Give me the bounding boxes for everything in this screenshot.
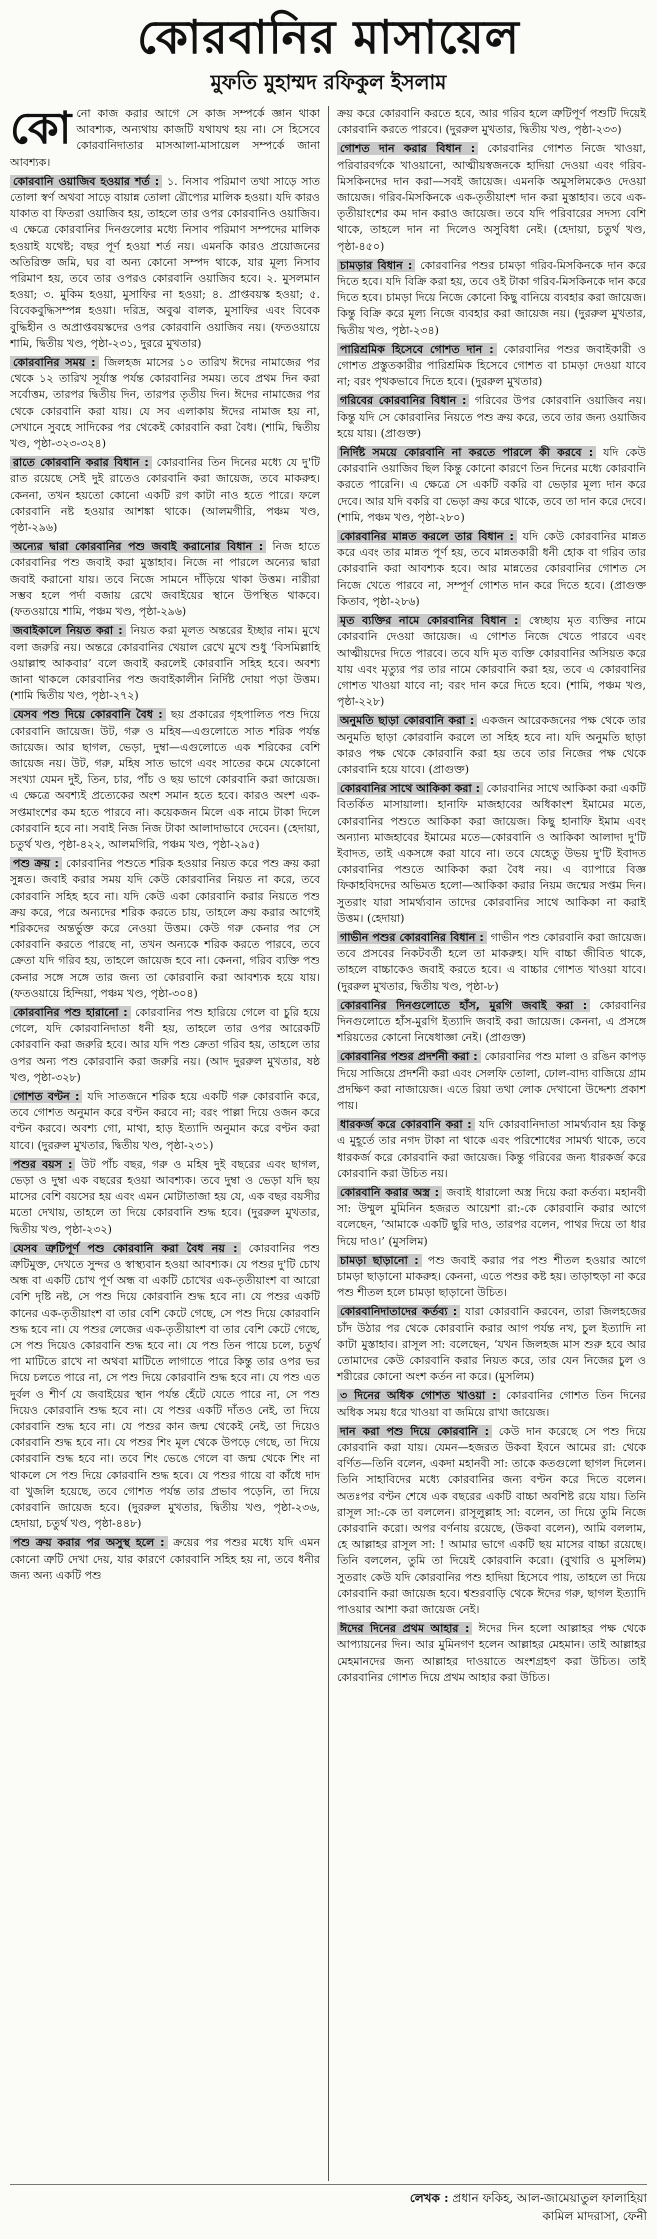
section-text: জিলহজ মাসের ১০ তারিখ ঈদের নামাজের পর থেকে ১২ তারিখ সূর্যাস্ত পর্যন্ত কোরবানির সময়। তবে প্রথম দিন করা সর্বোত্তম, তারপর দ্বিতীয় দিন, তারপর তৃতীয় দিন। ঈদের নামাজের পর থেকে কোরবানি করা যায়। যে সব এলাকায় ঈদের নামাজ হয় না, সেখানে সুবহে সাদিকের পর থেকেই কোরবানি করা বৈধ। (শামি, দ্বিতীয় খণ্ড, পৃষ্ঠা-৩২৩-৩২৪) xyxy=(10,356,321,451)
section-heading: মৃত ব্যক্তির নামে কোরবানির বিধান : xyxy=(337,614,521,627)
section-text: উট পাঁচ বছর, গরু ও মহিষ দুই বছরের এবং ছাগল, ভেড়া ও দুম্বা এক বছরের হওয়া আবশ্যক। তবে দুম্বা ও ভেড়া যদি ছয় মাসের বেশি বয়সের হয় এবং এমন মোটাতাজা হয় যে, এক বছর বয়সীর মতো দেখায়, তাহলে তা দিয়ে কোরবানি শুদ্ধ হবে। (দুররুল মুখতার, দ্বিতীয় খণ্ড, পৃষ্ঠা-২৩২) xyxy=(10,1157,320,1236)
section-text: কোরবানির পশুতে শরিক হওয়ার নিয়ত করে পশু ক্রয় করা সুন্নত। জবাই করার সময় যদি কেউ কোরবানির নিয়ত না করে, তবে কোরবানি সহিহ হবে না। যদি কেউ একা কোরবানি করার নিয়তে পশু ক্রয় করে, পরে অন্যদের শরিক করতে চায়, তাহলে ক্রয় করার আগেই শরিকদের অন্তর্ভুক্ত করে নেওয়া উত্তম। কেউ গরু কেনার পর সে কোরবানি করতে পারছে না, তখন অন্যকে শরিক করতে পারবে, তবে ক্রেতা যদি গরিব হয়, তাহলে জায়েজ হবে না। কেননা, গরিব ব্যক্তি পশু কেনার সঙ্গে সঙ্গে তার জন্য তা কোরবানি করা আবশ্যক হয়ে যায়। (ফতওয়ায়ে হিন্দিয়া, পঞ্চম খণ্ড, পৃষ্ঠা-৩০৪) xyxy=(10,857,320,1000)
drop-cap: কো xyxy=(10,106,72,154)
section-paragraph xyxy=(10,174,320,352)
right-column xyxy=(328,106,646,2181)
section-paragraph xyxy=(337,1117,646,1182)
author-note xyxy=(10,2184,647,2225)
section-paragraph xyxy=(337,141,646,254)
section-text: কোরবানির দিনগুলোতে হাঁস-মুরগি ইত্যাদি জবাই করা জায়েজ। কেননা, এ প্রসঙ্গে শরিয়তের কোনো নিষেধাজ্ঞা নেই। (প্রাগুক্ত) xyxy=(337,998,646,1045)
section-paragraph xyxy=(10,1157,320,1238)
author-byline: মুফতি মুহাম্মদ রফিকুল ইসলাম xyxy=(210,70,447,94)
section-text: নিজ হাতে কোরবানির পশু জবাই করা মুস্তাহাব। নিজে না পারলে অন্যের দ্বারা জবাই করানো যায়। তবে নিজে সামনে দাঁড়িয়ে থাকা উত্তম। নারীরা সম্ভব হলে পর্দা বজায় রেখে জবাইয়ের স্থানে উপস্থিত থাকবে। (ফতওয়ায়ে শামি, পঞ্চম খণ্ড, পৃষ্ঠা-২৯৬) xyxy=(10,540,320,619)
section-heading: গোশত বণ্টন : xyxy=(10,1090,82,1103)
section-text: ঈদের দিন হলো আল্লাহর পক্ষ থেকে আপ্যায়নের দিন। আর মুমিনগণ হলেন আল্লাহর মেহমান। তাই আল্লাহর মেহমানদের জন্য আল্লাহর দাওয়াতে অংশগ্রহণ করা উচিত। তাই কোরবানির গোশত দিয়ে প্রথম আহার করা উচিত। xyxy=(337,1622,646,1684)
section-heading: কোরবানির পশু হারানো : xyxy=(10,1006,131,1019)
section-text: যদি কোরবানিদাতা সামর্থ্যবান হয় কিন্তু এ মুহূর্তে তার নগদ টাকা না থাকে এবং পরিশোধের সামর্থ্য থাকে, তবে ধারকর্জ করে কোরবানি করা জায়েজ। কিন্তু গরিবের জন্য ধারকর্জ করে কোরবানি করা উচিত নয়। xyxy=(337,1118,646,1180)
section-text: কোরবানির পশুর চামড়া গরিব-মিসকিনকে দান করে দিতে হবে। যদি বিক্রি করা হয়, তবে ওই টাকা গরিব-মিসকিনকে দান করে দিতে হবে। চামড়া দিয়ে নিজে কোনো কিছু বানিয়ে ব্যবহার করা জায়েজ। কিন্তু বিক্রি করে মূল্য নিজে ব্যবহার করা জায়েজ নয়। (দুররুল মুখতার, দ্বিতীয় খণ্ড, পৃষ্ঠা-২৩৪) xyxy=(337,258,646,337)
section-text: ১. নিসাব পরিমাণ তথা সাড়ে সাত তোলা স্বর্ণ অথবা সাড়ে বায়ান্ন তোলা রৌপ্যের মালিক হওয়া। যদি কারও যাকাত বা ফিতরা ওয়াজিব হয়, তাহলে তার ওপর কোরবানিও ওয়াজিব। এ ক্ষেত্রে কোরবানির দিনগুলোর মধ্যে নিসাব পরিমাণ সম্পদের মালিক হওয়াই যথেষ্ট; বছর পূর্ণ হওয়া শর্ত নয়। এমনকি কারও প্রয়োজনের অতিরিক্ত জমি, ঘর বা অন্য কোনো সম্পদ থাকে, যার মূল্য নিসাব পরিমাণ হয়, তবে তার ওপরও কোরবানি ওয়াজিব হবে। ২. মুসলমান হওয়া; ৩. মুকিম হওয়া, মুসাফির না হওয়া; ৪. প্রাপ্তবয়স্ক হওয়া; ৫. বিবেকবুদ্ধিসম্পন্ন হওয়া। দরিদ্র, অবুঝ বালক, মুসাফির এবং বিবেক বুদ্ধিহীন ও অপ্রাপ্তবয়স্কদের ওপর কোরবানি ওয়াজিব নয়। (ফতওয়ায়ে শামি, দ্বিতীয় খণ্ড, পৃষ্ঠা-২৩১, দুররে মুখতার) xyxy=(10,174,321,350)
section-heading: গোশত দান করার বিধান : xyxy=(337,142,478,155)
section-paragraph xyxy=(10,623,320,704)
section-paragraph xyxy=(337,445,646,526)
article-columns xyxy=(10,106,647,2181)
section-heading: দান করা পশু দিয়ে কোরবানি : xyxy=(337,1425,492,1438)
section-heading: কোরবানির দিনগুলোতে হাঁস, মুরগি জবাই করা : xyxy=(337,999,590,1012)
section-heading: কোরবানি করার অস্ত্র : xyxy=(337,1186,442,1199)
author-note-designation: প্রধান ফকিহ, আল-জামেয়াতুল ফালাহিয়া xyxy=(452,2191,647,2205)
section-text: ছয় প্রকারের গৃহপালিত পশু দিয়ে কোরবানি জায়েজ। উট, গরু ও মহিষ—এগুলোতে সাত শরিক পর্যন্ত জায়েজ। আর ছাগল, ভেড়া, দুম্বা—এগুলোতে এক শরিকের বেশি জায়েজ নয়। উট, গরু, মহিষ সাত ভাগে এবং সাতের কমে যেকোনো সংখ্যা যেমন দুই, তিন, চার, পাঁচ ও ছয় ভাগে কোরবানি করা জায়েজ। এ ক্ষেত্রে অবশ্যই প্রত্যেকের অংশ সমান হতে হবে। কারও অংশ এক-সপ্তমাংশের কম হতে পারবে না। কয়েকজন মিলে এক নামে টাকা দিলে কোরবানি হবে না। সবাই নিজ নিজ টাকা আলাদাভাবে দেবেন। (হেদায়া, চতুর্থ খণ্ড, পৃষ্ঠা-৪২২, আলমগিরি, পঞ্চম খণ্ড, পৃষ্ঠা-২৯৫) xyxy=(10,708,320,851)
section-paragraph xyxy=(337,1253,646,1302)
section-heading: কোরবানিদাতাদের কর্তব্য : xyxy=(337,1305,460,1318)
section-heading: কোরবানি ওয়াজিব হওয়ার শর্ত : xyxy=(10,175,162,188)
section-heading: কোরবানির সাথে আকিকা করা : xyxy=(337,782,483,795)
section-text: কোরবানির তিন দিনের মধ্যে যে দু'টি রাত রয়েছে সেই দুই রাতেও কোরবানি করা জায়েজ, তবে মাকরুহ। কেননা, তখন হয়তো কোনো একটি রগ কাটা নাও হতে পারে। ফলে কোরবানি নষ্ট হওয়ার আশঙ্কা থাকে। (আলমগীরি, পঞ্চম খণ্ড, পৃষ্ঠা-২৯৬) xyxy=(10,456,320,535)
section-heading: কোরবানির মান্নত করলে তার বিধান : xyxy=(337,530,517,543)
section-heading: অন্যের দ্বারা কোরবানির পশু জবাই করানোর বিধান : xyxy=(10,540,266,553)
section-text: স্বেচ্ছায় মৃত ব্যক্তির নামে কোরবানি দেওয়া জায়েজ। এ গোশত নিজে খেতে পারবে এবং আত্মীয়দের দিতে পারবে। তবে যদি মৃত ব্যক্তি কোরবানির অসিয়ত করে যায় এবং মৃত্যুর পর তার নামে কোরবানি করা হয়, তবে এ কোরবানির গোশত খাওয়া যাবে না; বরং দান করে দিতে হবে। (শামি, পঞ্চম খণ্ড, পৃষ্ঠা-২২৮) xyxy=(337,614,646,709)
section-paragraph xyxy=(337,713,646,778)
section-text: গাভীন পশু কোরবানি করা জায়েজ। তবে প্রসবের নিকটবর্তী হলে তা মাকরুহ। যদি বাচ্চা জীবিত থাকে, তাহলে বাচ্চাকেও জবাই করতে হবে। এ বাচ্চার গোশত খাওয়া যাবে। (দুররুল মুখতার, দ্বিতীয় খণ্ড, পৃষ্ঠা-৮) xyxy=(337,930,646,993)
section-heading: গরিবের কোরবানির বিধান : xyxy=(337,394,469,407)
section-paragraph xyxy=(337,1185,646,1250)
section-heading: নির্দিষ্ট সময়ে কোরবানি না করতে পারলে কী করবে : xyxy=(337,446,596,459)
section-paragraph xyxy=(337,930,646,995)
section-heading: ঈদের দিনের প্রথম আহার : xyxy=(337,1622,472,1635)
section-paragraph xyxy=(337,342,646,391)
section-heading: যেসব পশু দিয়ে কোরবানি বৈধ : xyxy=(10,708,166,721)
section-paragraph xyxy=(337,106,646,138)
section-heading: পারিশ্রমিক হিসেবে গোশত দান : xyxy=(337,343,497,356)
section-text: জবাই ধারালো অস্ত্র দিয়ে করা কর্তব্য। মহানবী সা: উম্মুল মুমিনিন হজরত আয়েশা রা:-কে কোরবানি করার আগে বলেছেন, ‘আমাকে একটি ছুরি দাও, তারপর বলেন, পাথর দিয়ে তা ধার দিয়ে দাও।’ (মুসলিম) xyxy=(337,1186,646,1248)
section-text: কোরবানির পশু মালা ও রঙিন কাপড় দিয়ে সাজিয়ে প্রদর্শনী করা এবং সেলফি তোলা, ঢোল-বাদ্য বাজিয়ে গ্রাম প্রদক্ষিণ করা নাজায়েজ। এতে রিয়া তথা লোক দেখানো উদ্দেশ্য প্রকাশ পায়। xyxy=(337,1050,646,1112)
section-text: কেউ দান করেছে সে পশু দিয়ে কোরবানি করা যায়। যেমন—হজরত উকবা ইবনে আমের রা: থেকে বর্ণিত—তিনি বলেন, একদা মহানবী সা: তাকে কতগুলো ছাগল দিলেন। তিনি সাহাবিদের মধ্যে কোরবানির জন্য বণ্টন করে দিতে বলেন। অতঃপর বণ্টন শেষে এক বছরের একটি বাচ্চা অবশিষ্ট রয়ে যায়। তিনি রাসূল সা:-কে তা বললেন। রাসূলুল্লাহ সা: বলেন, তা দিয়ে তুমি নিজে কোরবানি করো। অপর বর্ণনায় রয়েছে, (উকবা বলেন), আমি বললাম, হে আল্লাহর রাসূল সা: ! আমার ভাগে একটি ছয় মাসের বাচ্চা রয়েছে। তিনি বললেন, তুমি তা দিয়েই কোরবানি করো। (বুখারি ও মুসলিম) সুতরাং কেউ যদি কোরবানির পশু হাদিয়া হিসেবে পায়, তাহলে তা দিয়ে কোরবানি করা জায়েজ হবে। শ্বশুরবাড়ি থেকে ঈদের গরু, ছাগল ইত্যাদি পাওয়ার আশা করা জায়েজ নেই। xyxy=(337,1424,646,1617)
section-paragraph xyxy=(337,258,646,339)
byline-wrap xyxy=(10,68,647,96)
section-heading: যেসব ত্রুটিপূর্ণ পশু কোরবানি করা বৈধ নয় : xyxy=(10,1242,241,1255)
section-text: কোরবানির পশু হারিয়ে গেলে বা চুরি হয়ে গেলে, যদি কোরবানিদাতা ধনী হয়, তাহলে তার ওপর আরেকটি কোরবানি করা জরুরি হবে। আর যদি পশু ক্রেতা গরিব হয়, তাহলে তার ওপর অন্য পশু কোরবানি করা জরুরি নয়। (আদ দুররুল মুখতার, ষষ্ঠ খণ্ড, পৃষ্ঠা-৩২৮) xyxy=(10,1005,321,1084)
section-paragraph xyxy=(337,1304,646,1385)
section-paragraph xyxy=(10,1535,320,1584)
section-paragraph xyxy=(10,856,320,1002)
section-text: কোরবানির গোশত তিন দিনের অধিক সময় ধরে খাওয়া বা জমিয়ে রাখা জায়েজ। xyxy=(337,1389,646,1419)
section-paragraph xyxy=(337,1424,646,1618)
section-paragraph xyxy=(337,1621,646,1686)
section-paragraph xyxy=(10,1005,320,1086)
section-text: যদি কেউ কোরবানির মান্নত করে এবং তার মান্নত পূর্ণ হয়, তবে মান্নতকারী ধনী হোক বা গরিব তার কোরবানি করা আবশ্যক হবে। আর মান্নতের কোরবানির গোশত সে নিজে খেতে পারবে না, সম্পূর্ণ গোশত দান করে দিতে হবে। (প্রাগুক্ত কিতাব, পৃষ্ঠা-২৮৬) xyxy=(337,530,646,608)
section-heading: গাভীন পশুর কোরবানির বিধান : xyxy=(337,931,487,944)
section-paragraph xyxy=(10,455,320,536)
intro-paragraph xyxy=(10,106,320,171)
section-text: কোরবানির সাথে আকিকা করা একটি বিতর্কিত মাসায়ালা। হানাফি মাজহাবের অধিকাংশ ইমামের মতে, কোরবানির পশুতে আকিকা করা জায়েজ। কিছু হানাফি ইমাম এবং অন্যান্য মাজহাবের ইমামের মতে—কোরবানি ও আকিকা আলাদা দু'টি ইবাদত, তাই একসঙ্গে করা যাবে না। তবে যেহেতু উভয় দু'টি ইবাদত কোরবানির পশুতে আকিকা করা বৈধ নয়। এ ব্যাপারে বিজ্ঞ ফিকাহবিদদের অভিমত হলো—আকিকা করার নিয়ম জন্মের সপ্তম দিন। সুতরাং যারা সামর্থ্যবান তাদের কোরবানির সাথে আকিকা না করাই উত্তম। (হেদায়া) xyxy=(337,782,646,925)
section-heading: কোরবানির পশুর প্রদর্শনী করা : xyxy=(337,1050,481,1063)
section-heading: কোরবানির সময় : xyxy=(10,356,99,369)
section-text: নিয়ত করা মূলত অন্তরের ইচ্ছার নাম। মুখে বলা জরুরি নয়। অন্তরে কোরবানির খেয়াল রেখে মুখে শুধু ‘বিসমিল্লাহি ওয়াল্লাহু আকবার’ বলে জবাই করলেই কোরবানি সহিহ হবে। অবশ্য জানা থাকলে কোরবানির পশু জবাইকালীন নির্দিষ্ট দোয়া পড়া উত্তম। (শামি দ্বিতীয় খণ্ড, পৃষ্ঠা-২৭২) xyxy=(10,624,320,703)
section-paragraph xyxy=(337,781,646,927)
section-heading: অনুমতি ছাড়া কোরবানি করা : xyxy=(337,714,477,727)
section-text: গরিবের উপর কোরবানি ওয়াজিব নয়। কিন্তু যদি সে কোরবানির নিয়তে পশু ক্রয় করে, তবে তার জন্য ওয়াজিব হয়ে যায়। (প্রাগুক্ত) xyxy=(337,394,646,440)
section-text: কোরবানির গোশত নিজে খাওয়া, পরিবারবর্গকে খাওয়ানো, আত্মীয়স্বজনকে হাদিয়া দেওয়া এবং গরিব-মিসকিনদের দান করা—সবই জায়েজ। এমনকি অমুসলিমকেও দেওয়া জায়েজ। গরিব-মিসকিনকে এক-তৃতীয়াংশ দান করা মুস্তাহাব। তবে এক-তৃতীয়াংশের কম দান করাও জায়েজ। তবে যদি পরিবারের সদস্য বেশি থাকে, তাহলে দান না দিলেও অসুবিধা নেই। (হেদায়া, চতুর্থ খণ্ড, পৃষ্ঠা-৪৫০) xyxy=(337,142,646,253)
section-text: কোরবানির পশুর জবাইকারী ও গোশত প্রস্তুতকারীর পারিশ্রমিক হিসেবে গোশত বা চামড়া দেওয়া যাবে না; বরং পৃথকভাবে দিতে হবে। (দুররুল মুখতার) xyxy=(337,342,646,389)
section-paragraph xyxy=(337,529,646,610)
section-paragraph xyxy=(10,1089,320,1154)
section-text: পশু জবাই করার পর পশু শীতল হওয়ার আগে চামড়া ছাড়ানো মাকরুহ। কেননা, এতে পশুর কষ্ট হয়। তাড়াহুড়া না করে পশু শীতল হলে চামড়া ছাড়ানো উচিত। xyxy=(337,1253,646,1300)
section-text: ক্রয় করে কোরবানি করতে হবে, আর গরিব হলে ত্রুটিপূর্ণ পশুটি দিয়েই কোরবানি করতে পারবে। (দুররুল মুখতার, দ্বিতীয় খণ্ড, পৃষ্ঠা-২৩৩) xyxy=(337,107,646,137)
article-title: কোরবানির মাসায়েল xyxy=(137,10,520,64)
section-paragraph xyxy=(337,1049,646,1114)
author-note-line2: কামিল মাদরাসা, ফেনী xyxy=(542,2209,647,2223)
left-column xyxy=(10,106,328,2181)
section-text: যদি কেউ কোরবানি ওয়াজিব ছিল কিন্তু কোনো কারণে তিন দিনের মধ্যে কোরবানি করতে পারেনি। এ ক্ষেত্রে সে একটি বকরি বা ভেড়ার মূল্য দান করে দেবে। আর যদি বকরি বা ভেড়া ক্রয় করে থাকে, তবে তা দান করে দেবে। (শামি, পঞ্চম খণ্ড, পৃষ্ঠা-২৮০) xyxy=(337,446,646,524)
section-heading: পশু ক্রয় করার পর অসুস্থ হলে : xyxy=(10,1536,168,1549)
section-heading: পশু ক্রয় : xyxy=(10,857,62,870)
intro-text: নো কাজ করার আগে সে কাজ সম্পর্কে জ্ঞান থাকা আবশ্যক, অন্যথায় কাজটি যথাযথ হয় না। সে হিসেবে কোরবানিদাতার মাসআলা-মাসায়েল সম্পর্কে জানা আবশ্যক। xyxy=(10,107,320,169)
author-note-label: লেখক : xyxy=(409,2191,449,2205)
section-heading: ৩ দিনের অধিক গোশত খাওয়া : xyxy=(337,1389,500,1402)
section-heading: চামড়া ছাড়ানো : xyxy=(337,1254,422,1267)
section-paragraph xyxy=(337,613,646,710)
section-text: কোরবানির পশু ত্রুটিমুক্ত, দেখতে সুন্দর ও স্বাস্থ্যবান হওয়া আবশ্যক। যে পশুর দু'টি চোখ অন্ধ বা একটি চোখ পূর্ণ অন্ধ বা একটি চোখের এক-তৃতীয়াংশ বা আরো বেশি দৃষ্টি নষ্ট, সে পশু দিয়ে কোরবানি শুদ্ধ হবে না। যে পশুর একটি কানের এক-তৃতীয়াংশ বা তার বেশি কেটে গেছে, সে পশু দিয়ে কোরবানি শুদ্ধ হবে না। যে পশুর লেজের এক-তৃতীয়াংশ বা তার বেশি কেটে গেছে, সে পশু দিয়েও কোরবানি শুদ্ধ হবে না। যে পশু তিন পায়ে চলে, চতুর্থ পা মাটিতে রাখে না অথবা মাটিতে লাগাতে পারে কিন্তু তার ওপর ভর দিয়ে চলতে পারে না, সে পশু দিয়ে কোরবানি শুদ্ধ হবে না। যে পশু এত দুর্বল ও শীর্ণ যে জবাইয়ের স্থান পর্যন্ত হেঁটে যেতে পারে না, সে পশু দিয়েও কোরবানি শুদ্ধ হবে না। যে পশুর একটি দাঁতও নেই, তা দিয়ে কোরবানি শুদ্ধ হবে না। যে পশুর কান জন্ম থেকেই নেই, তা দিয়েও কোরবানি শুদ্ধ হবে না। যে পশুর শিং মূল থেকে উপড়ে গেছে, তা দিয়ে কোরবানি শুদ্ধ হবে না। তবে শিং ভেঙে গেলে বা জন্ম থেকে শিং না থাকলে সে পশু দিয়ে কোরবানি শুদ্ধ হবে। যে পশুর গায়ে বা কাঁধে দাদ বা খুজলি হয়েছে, তবে গোশত পর্যন্ত তার প্রভাব পড়েনি, তা দিয়ে কোরবানি জায়েজ হবে। (দুররুল মুখতার, দ্বিতীয় খণ্ড, পৃষ্ঠা-২৩৬, হেদায়া, চতুর্থ খণ্ড, পৃষ্ঠা-৪৪৮) xyxy=(10,1241,320,1531)
section-paragraph xyxy=(10,707,320,853)
section-heading: রাতে কোরবানি করার বিধান : xyxy=(10,456,152,469)
section-text: যারা কোরবানি করবেন, তারা জিলহজের চাঁদ উঠার পর থেকে কোরবানি করার আগ পর্যন্ত নখ, চুল ইত্যাদি না কাটা মুস্তাহাব। রাসূল সা: বলেছেন, ‘যখন জিলহজ মাস শুরু হবে আর তোমাদের কেউ কোরবানি করার নিয়ত করে, তার যেন নিজের চুল ও শরীরের কোনো অংশ কর্তন না করে। (মুসলিম) xyxy=(337,1305,646,1384)
author-note-line1 xyxy=(10,2189,647,2207)
section-heading: ধারকর্জ করে কোরবানি করা : xyxy=(337,1118,475,1131)
section-text: একজন আরেকজনের পক্ষ থেকে তার অনুমতি ছাড়া কোরবানি করলে তা সহিহ হবে না। যদি অনুমতি ছাড়া কারও পক্ষ থেকে কোরবানি করা হয় তবে তার নিজের পক্ষ থেকে কোরবানি হয়ে যাবে। (প্রাগুক্ত) xyxy=(337,714,646,776)
section-paragraph xyxy=(10,355,320,452)
section-heading: চামড়ার বিধান : xyxy=(337,259,415,272)
section-heading: জবাইকালে নিয়ত করা : xyxy=(10,624,126,637)
section-heading: পশুর বয়স : xyxy=(10,1158,75,1171)
section-paragraph xyxy=(337,998,646,1047)
section-text: ক্রয়ের পর পশুর মধ্যে যদি এমন কোনো ত্রুটি দেখা দেয়, যার কারণে কোরবানি সহিহ হয় না, তবে ধনীর জন্য অন্য একটি পশু xyxy=(10,1536,321,1582)
section-text: যদি সাতজনে শরিক হয়ে একটি গরু কোরবানি করে, তবে গোশত অনুমান করে বণ্টন করবে না; বরং পাল্লা দিয়ে ওজন করে বণ্টন করবে। অবশ্য গো, মাথা, হাড় ইত্যাদি অনুমান করে বণ্টন করা যাবে। (দুররুল মুখতার, দ্বিতীয় খণ্ড, পৃষ্ঠা-২৩১) xyxy=(10,1089,320,1152)
section-paragraph xyxy=(337,393,646,442)
section-paragraph xyxy=(10,1241,320,1533)
section-paragraph xyxy=(337,1388,646,1420)
section-paragraph xyxy=(10,539,320,620)
